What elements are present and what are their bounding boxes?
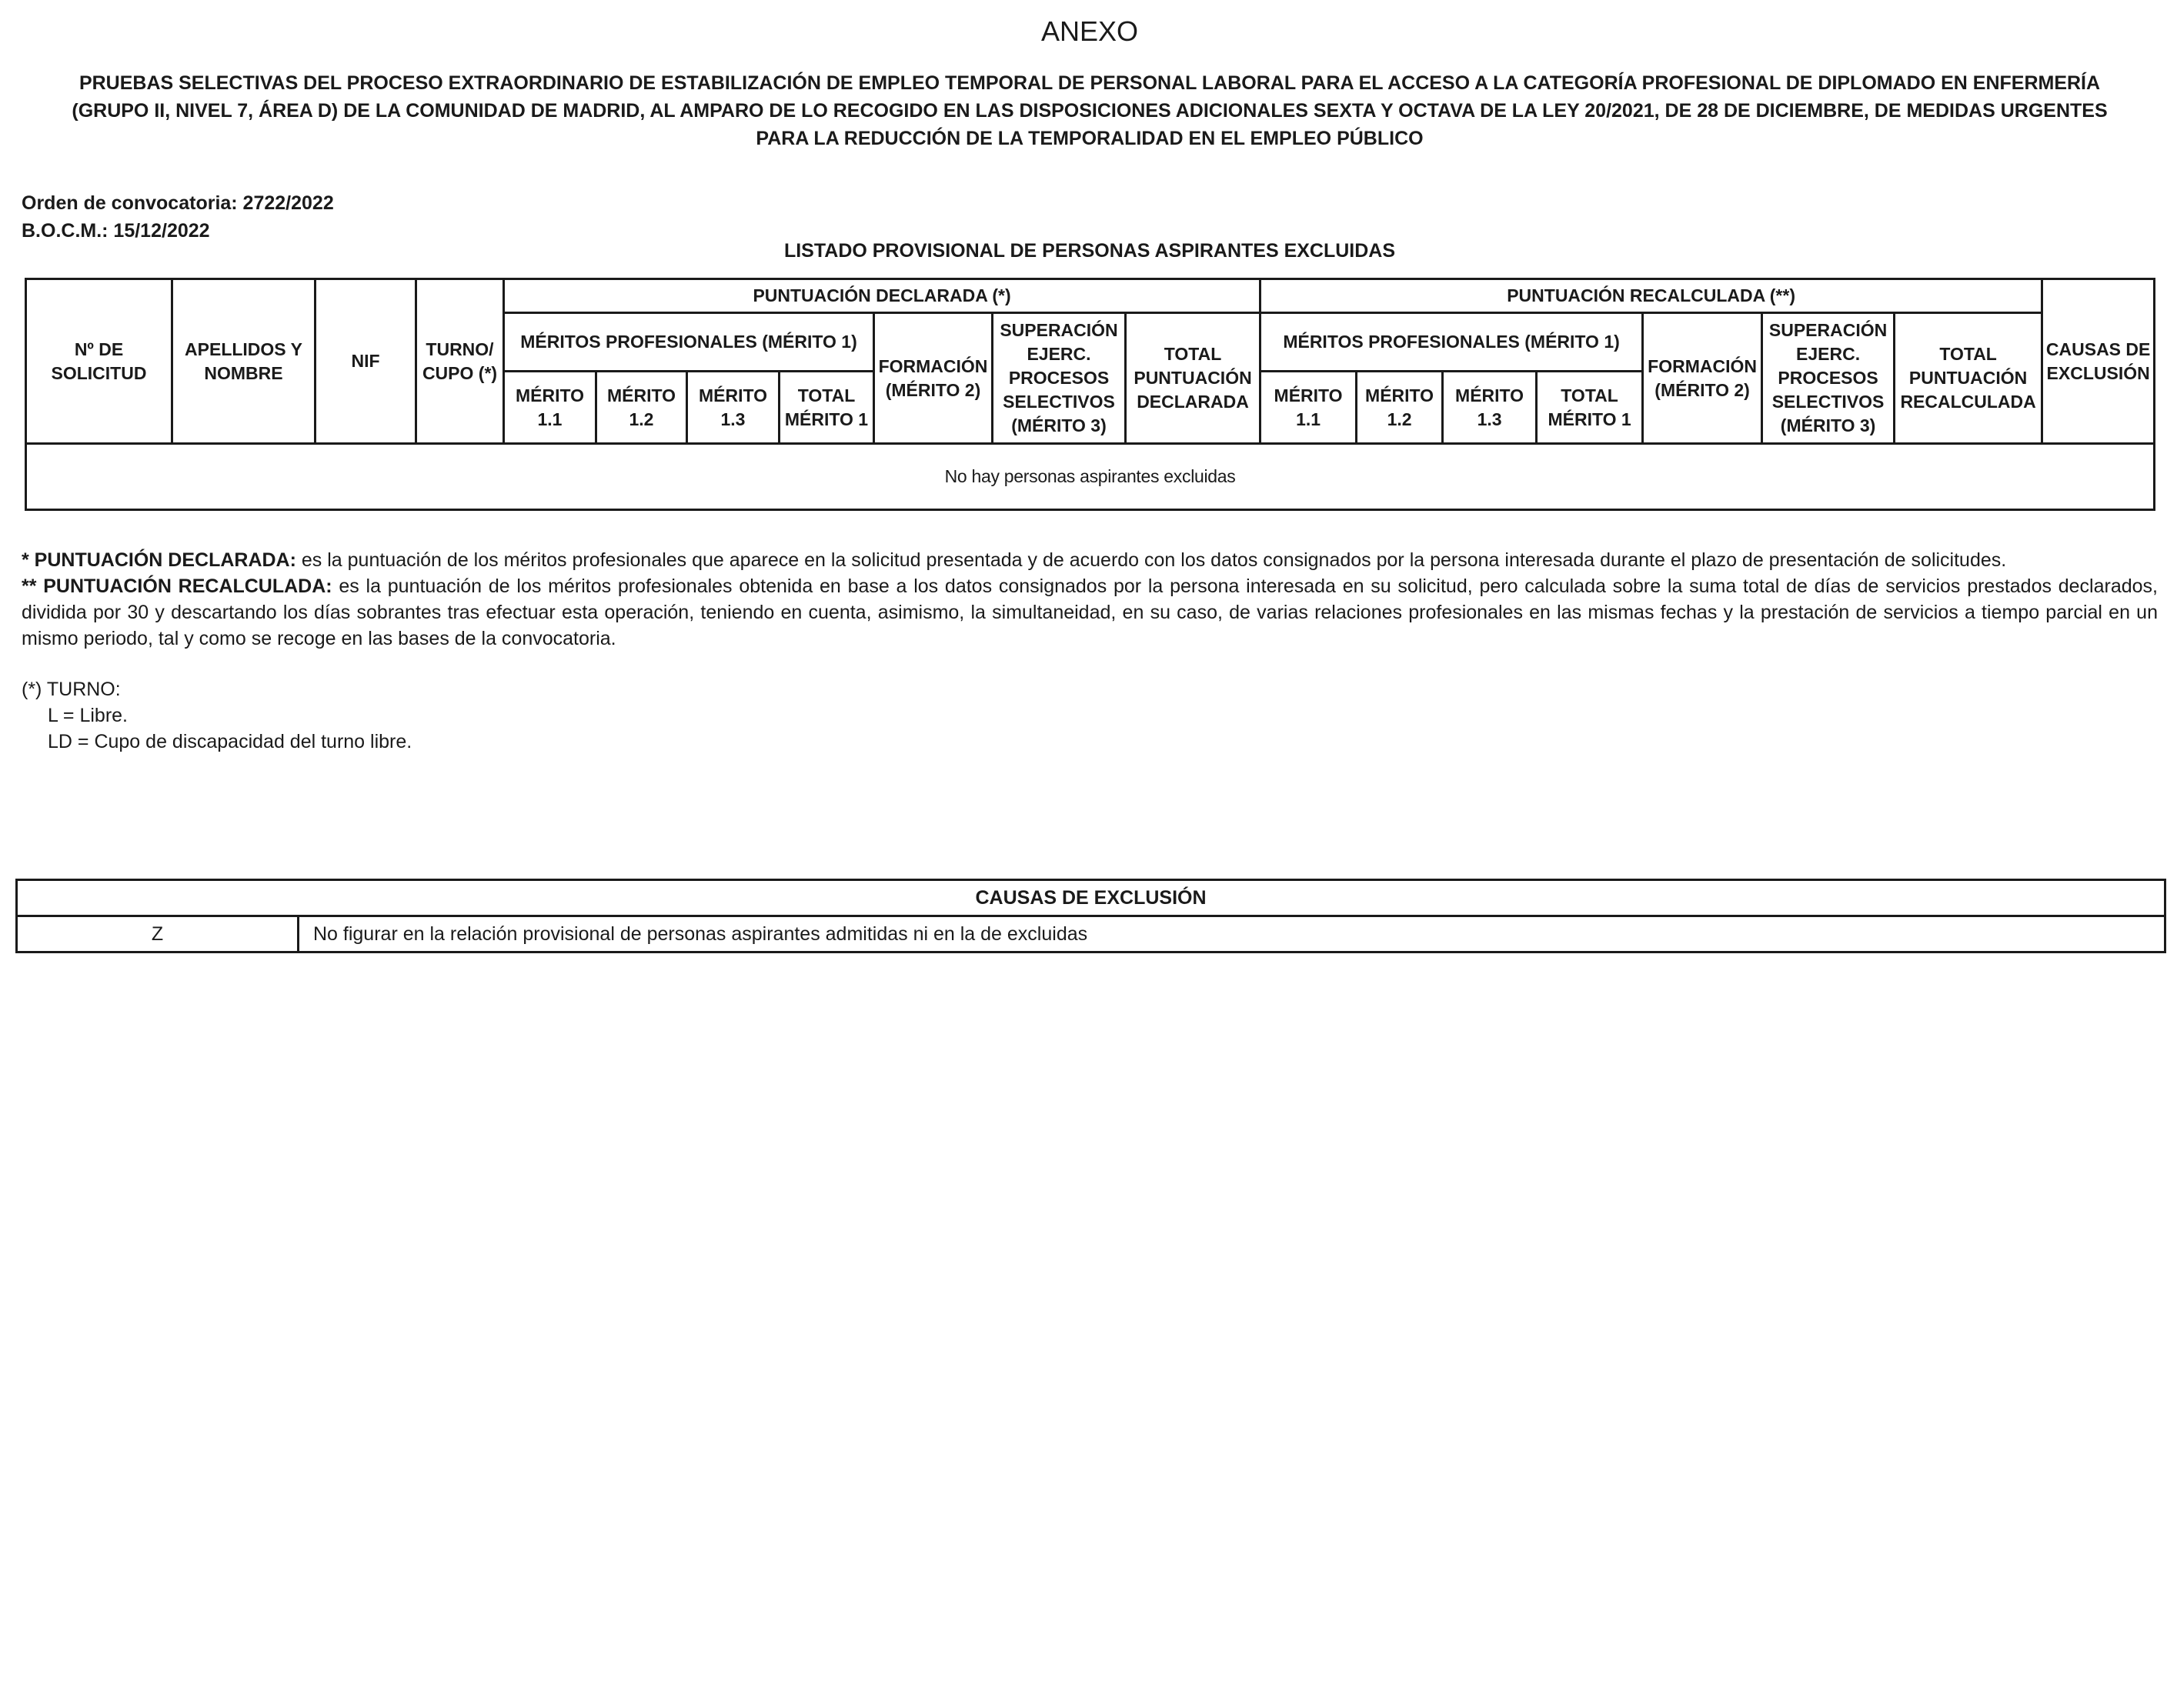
cause-code: Z <box>17 916 299 952</box>
group-declarada: PUNTUACIÓN DECLARADA (*) <box>504 279 1260 313</box>
empty-table-message: No hay personas aspirantes excluidas <box>26 444 2155 510</box>
declarada-total-merito-1: TOTAL MÉRITO 1 <box>780 372 874 444</box>
declarada-merito-1-3: MÉRITO 1.3 <box>687 372 780 444</box>
exclusion-causes-table <box>15 879 2166 953</box>
excluded-applicants-table <box>25 278 2155 511</box>
note-recalculada <box>22 573 2158 652</box>
declarada-formacion: FORMACIÓN (MÉRITO 2) <box>874 313 993 444</box>
cause-description: No figurar en la relación provisional de personas aspirantes admitidas ni en la de excluidas <box>299 916 2165 952</box>
score-notes <box>22 547 2158 652</box>
turno-discapacidad: LD = Cupo de discapacidad del turno libre. <box>48 731 412 752</box>
declarada-meritos-prof: MÉRITOS PROFESIONALES (MÉRITO 1) <box>504 313 874 372</box>
total-recalculada: TOTAL PUNTUACIÓN RECALCULADA <box>1895 313 2042 444</box>
recalculada-merito-1-1: MÉRITO 1.1 <box>1260 372 1357 444</box>
col-nombre: APELLIDOS Y NOMBRE <box>172 279 316 444</box>
list-title: LISTADO PROVISIONAL DE PERSONAS ASPIRANTES EXCLUIDAS <box>783 240 1396 262</box>
recalculada-merito-1-2: MÉRITO 1.2 <box>1357 372 1443 444</box>
turno-libre: L = Libre. <box>48 705 129 726</box>
note-declarada-label: * PUNTUACIÓN DECLARADA: <box>22 549 296 571</box>
note-declarada-text: es la puntuación de los méritos profesionales que aparece en la solicitud presentada y de acuerdo con los datos consignados por la persona interesada durante el plazo de presentación de solicitudes. <box>296 549 2007 571</box>
col-nif: NIF <box>316 279 416 444</box>
col-causas: CAUSAS DE EXCLUSIÓN <box>2042 279 2155 444</box>
recalculada-merito-1-3: MÉRITO 1.3 <box>1443 372 1537 444</box>
order-number: Orden de convocatoria: 2722/2022 <box>22 192 334 214</box>
declarada-merito-1-2: MÉRITO 1.2 <box>596 372 687 444</box>
note-declarada <box>22 547 2158 573</box>
col-turno: TURNO/ CUPO (*) <box>416 279 504 444</box>
declarada-superacion: SUPERACIÓN EJERC. PROCESOS SELECTIVOS (MÉRITO 3) <box>993 313 1126 444</box>
col-solicitud: Nº DE SOLICITUD <box>26 279 172 444</box>
bocm-date: B.O.C.M.: 15/12/2022 <box>22 220 210 242</box>
recalculada-meritos-prof: MÉRITOS PROFESIONALES (MÉRITO 1) <box>1260 313 1643 372</box>
order-info <box>22 189 334 245</box>
note-recalculada-label: ** PUNTUACIÓN RECALCULADA: <box>22 575 332 597</box>
annex-title: ANEXO <box>1040 15 1139 47</box>
turno-title: (*) TURNO: <box>22 679 121 700</box>
recalculada-formacion: FORMACIÓN (MÉRITO 2) <box>1643 313 1762 444</box>
document-heading: PRUEBAS SELECTIVAS DEL PROCESO EXTRAORDINARIO DE ESTABILIZACIÓN DE EMPLEO TEMPORAL DE PERSONAL LABORAL PARA EL ACCESO A LA CATEGORÍA PROFESIONAL DE DIPLOMADO EN ENFERMERÍA (GRUPO II, NIVEL 7, ÁREA D) DE LA COMUNIDAD DE MADRID, AL AMPARO DE LO RECOGIDO EN LAS DISPOSICIONES ADICIONALES SEXTA Y OCTAVA DE LA LEY 20/2021, DE 28 DE DICIEMBRE, DE MEDIDAS URGENTES PARA LA REDUCCIÓN DE LA TEMPORALIDAD EN EL EMPLEO PÚBLICO <box>72 72 2108 149</box>
table-row <box>17 916 2165 952</box>
note-recalculada-text: es la puntuación de los méritos profesionales obtenida en base a los datos consignados por la persona interesada en su solicitud, pero calculada sobre la suma total de días de servicios prestados declarados, dividida por 30 y descartando los días sobrantes tras efectuar esta operación, teniendo en cuenta, asimismo, la simultaneidad, en su caso, de varias relaciones profesionales en las mismas fechas y la prestación de servicios a tiempo parcial en un mismo periodo, tal y como se recoge en las bases de la convocatoria. <box>22 575 2158 649</box>
causes-header: CAUSAS DE EXCLUSIÓN <box>17 880 2165 916</box>
recalculada-total-merito-1: TOTAL MÉRITO 1 <box>1537 372 1643 444</box>
group-recalculada: PUNTUACIÓN RECALCULADA (**) <box>1260 279 2042 313</box>
turno-legend <box>22 676 412 755</box>
declarada-merito-1-1: MÉRITO 1.1 <box>504 372 596 444</box>
recalculada-superacion: SUPERACIÓN EJERC. PROCESOS SELECTIVOS (MÉRITO 3) <box>1762 313 1895 444</box>
total-declarada: TOTAL PUNTUACIÓN DECLARADA <box>1126 313 1260 444</box>
